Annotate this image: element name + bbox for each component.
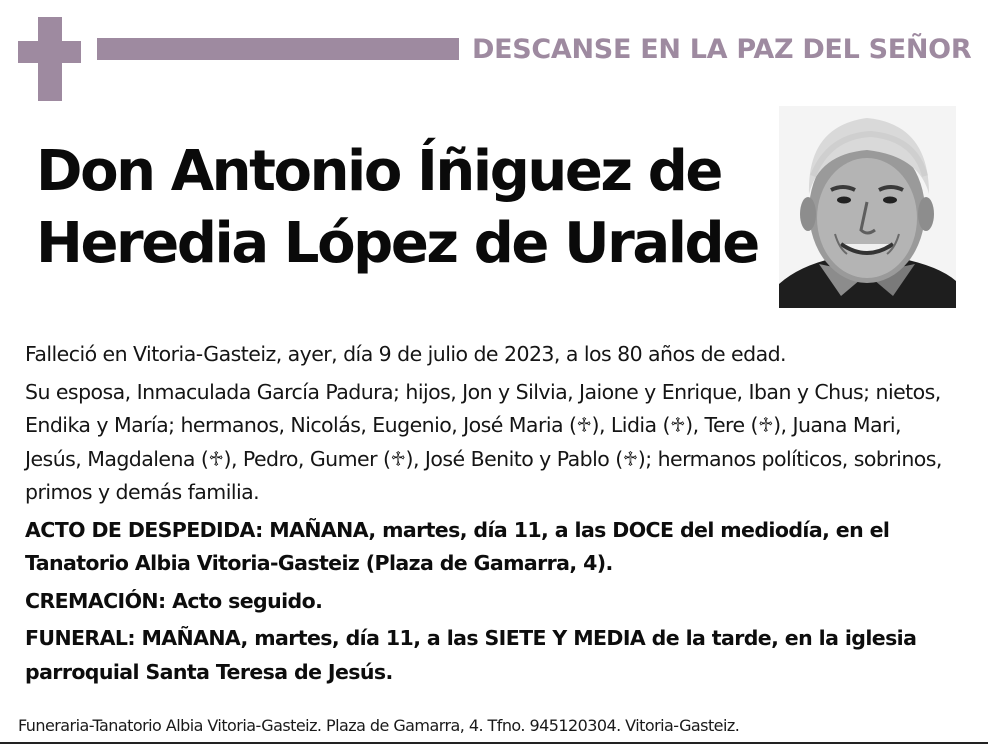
header-title: DESCANSE EN LA PAZ DEL SEÑOR <box>472 34 972 65</box>
portrait-icon <box>779 106 956 308</box>
portrait-photo <box>779 106 956 308</box>
death-notice-paragraph: Falleció en Vitoria-Gasteiz, ayer, día 9 de julio de 2023, a los 80 años de edad. <box>25 342 787 366</box>
family-paragraph: Su esposa, Inmaculada García Padura; hijos, Jon y Silvia, Jaione y Enrique, Iban y Chus; nietos, Endika y María; hermanos, Nicolás, Eugenio, José Maria (♱), Lidia (♱), Tere (♱), Juana Mari, Jesús, Magdalena (♱), Pedro, Gumer (♱), José Benito y Pablo (♱); hermanos políticos, sobrinos, primos y demás familia. <box>25 379 942 504</box>
deceased-name-line-2: Heredia López de Uralde <box>36 211 758 276</box>
funeral-paragraph: FUNERAL: MAÑANA, martes, día 11, a las SIETE Y MEDIA de la tarde, en la iglesia parroquial Santa Teresa de Jesús. <box>25 626 917 684</box>
obituary-body <box>25 338 960 693</box>
deceased-name-line-1: Don Antonio Íñiguez de <box>36 139 721 204</box>
farewell-act-paragraph: ACTO DE DESPEDIDA: MAÑANA, martes, día 11, a las DOCE del mediodía, en el Tanatorio Albia Vitoria-Gasteiz (Plaza de Gamarra, 4). <box>25 517 890 575</box>
funeral-home-footer: Funeraria-Tanatorio Albia Vitoria-Gasteiz. Plaza de Gamarra, 4. Tfno. 945120304. Vitoria-Gasteiz. <box>18 716 740 735</box>
deceased-name <box>36 136 776 280</box>
bottom-divider <box>0 742 988 744</box>
header-divider-bar <box>97 38 459 60</box>
cremation-paragraph: CREMACIÓN: Acto seguido. <box>25 588 323 613</box>
cross-icon-horizontal <box>18 41 81 63</box>
